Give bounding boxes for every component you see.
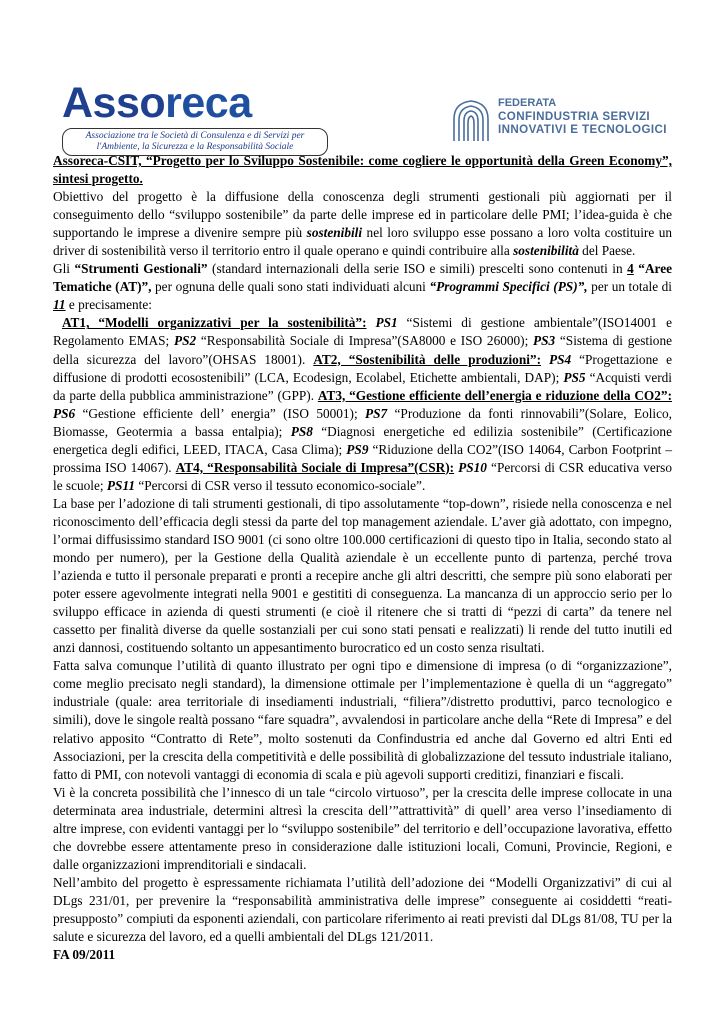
ps9-text: “Riduzione della CO2”(ISO 14064, Carbon Footprint – prossima ISO 14067). xyxy=(53,441,672,475)
p2-four: 4 xyxy=(627,261,634,277)
ps6-text: “Gestione efficiente dell’ energia” (ISO 50001); xyxy=(75,405,366,421)
ps8-label: PS8 xyxy=(290,423,313,439)
assoreca-wordmark-b: reca xyxy=(165,79,252,127)
ps5-text: “Acquisti verdi da parte della pubblica amministrazione” (GPP). xyxy=(53,369,672,403)
assoreca-tagline: Associazione tra le Società di Consulenza e di Servizi per l'Ambiente, la Sicurezza e la Responsabilità Sociale xyxy=(62,128,328,156)
ps7-text: “Produzione da fonti rinnovabili”(Solare, Eolico, Biomasse, Geotermia a bassa entalpia); xyxy=(53,405,672,439)
at2-heading: AT2, “Sostenibilità delle produzioni”: xyxy=(313,351,541,367)
at4-heading: AT4, “Responsabilità Sociale di Impresa”(CSR): xyxy=(175,459,455,475)
ps1-label: PS1 xyxy=(375,315,398,331)
document-body xyxy=(53,152,672,964)
assoreca-logo xyxy=(62,80,328,156)
p1-text-e: del Paese. xyxy=(578,243,636,259)
ps2-label: PS2 xyxy=(173,333,197,349)
assoreca-wordmark-a: Asso xyxy=(62,79,166,127)
ps4-text: “Progettazione e diffusione di prodotti ecosostenibili” (LCA, Ecodesign, Ecolabel, Etichette ambientali, DAP); xyxy=(53,351,673,385)
ps3-label: PS3 xyxy=(533,333,556,349)
p1-text-a: Obiettivo del progetto è la diffusione della conoscenza degli strumenti gestionali più aggiornati per il conseguimento dello “sviluppo sostenibile” da parte delle imprese ed in particolare delle PMI; l’idea-guida è che supportando le imprese a divenire sempre più xyxy=(53,189,672,241)
cfi-federata: FEDERATA xyxy=(498,97,557,109)
ps4-label: PS4 xyxy=(548,351,572,367)
ps10-label: PS10 xyxy=(458,459,487,475)
p2-text-f: per ognuna delle quali sono stati individuati alcuni xyxy=(151,279,430,295)
confindustria-emblem-icon xyxy=(450,97,492,143)
ps8-text: “Diagnosi energetiche ed edilizia sostenibile” (Certificazione energetica degli edifici, LEED, ITACA, Casa Clima); xyxy=(53,423,672,457)
assoreca-wordmark xyxy=(62,80,328,126)
confindustria-logo xyxy=(450,97,680,147)
ps11-label: PS11 xyxy=(106,477,136,493)
paragraph-base: La base per l’adozione di tali strumenti gestionali, di tipo assolutamente “top-down”, risiede nella conoscenza e nel riconoscimento dell’efficacia degli stessi da parte del top management aziendale. L’aver già adottato, con impegno, l’ormai diffusissimo standard ISO 9001 (ci sono oltre 100.000 certificazioni di questo tipo in Italia, secondo stato al mondo per numero), per la Gestione della Qualità aziendale è un eccellente punto di partenza, perché trova l’azienda e tutto il personale preparati e pronti a recepire anche gli altri descritti, che sempre più sono elaborati per poter essere agevolmente integrati nella 9001 e gestititi di conseguenza. La mancanza di un approccio serio per lo sviluppo efficace in azienda di questi strumenti (e cioè il ritenere che si tratti di “pezzi di carta” da tenere nel cassetto per finalità diverse da quelle sostanziali per cui sono stati pensati e realizzati) li rende del tutto inutili ed anzi dannosi, costituendo soltanto un appesantimento burocratico ed un costo senza risultati. xyxy=(53,495,672,656)
p1-sostenibilita: sostenibilità xyxy=(513,243,579,259)
ps5-label: PS5 xyxy=(563,369,586,385)
cfi-name-line2: INNOVATIVI E TECNOLOGICI xyxy=(498,123,667,136)
p1-text-c: nel loro sviluppo esse possano a loro volta costituire un driver di sostenibilità verso il territorio entro il quale operano e quindi contribuire alla xyxy=(53,225,672,259)
page-header xyxy=(0,0,724,150)
ps2-text: “Responsabilità Sociale di Impresa”(SA8000 e ISO 26000); xyxy=(196,333,534,349)
confindustria-text xyxy=(498,97,667,136)
ps10-text: “Percorsi di CSR educativa verso le scuole; xyxy=(53,459,673,493)
ps3-text: “Sistema di gestione della sicurezza del lavoro”(OHSAS 18001). xyxy=(53,333,673,367)
at3-heading: AT3, “Gestione efficiente dell’energia e riduzione della CO2”: xyxy=(317,387,673,403)
p2-strumenti: “Strumenti Gestionali” xyxy=(74,261,208,277)
p2-aree: “Aree Tematiche (AT)”, xyxy=(53,261,673,295)
p2-text-a: Gli xyxy=(53,261,75,277)
cfi-name-line1: CONFINDUSTRIA SERVIZI xyxy=(498,110,651,123)
paragraph-objective xyxy=(53,188,672,260)
paragraph-dimension: Fatta salva comunque l’utilità di quanto illustrato per ogni tipo e dimensione di impresa (o di “organizzazione”, come meglio precisato negli standard), la dimensione ottimale per l’implementazione è quella di un “aggregato” industriale (quale: area territoriale di insediamenti industriali, “filiera”/distretto produttivi, parco tecnologico e simili), dove le singole realtà possano “fare squadra”, avvalendosi in particolare anche della “Rete di Impresa” e del relativo apposito “Contratto di Rete”, molto sostenuti da Confindustria ed anche dal Governo ed altri Enti ed Associazioni, per la crescita della competitività e delle possibilità di globalizzazione del tessuto industriale italiano, fatto di PMI, con notevoli vantaggi di economia di scala e più agevoli supporti creditizi, finanziari e fiscali. xyxy=(53,658,672,782)
p2-text-j: e precisamente: xyxy=(65,297,152,313)
p2-text-c: (standard internazionali della serie ISO e simili) prescelti sono contenuti in xyxy=(207,261,628,277)
p2-eleven: 11 xyxy=(53,297,66,313)
paragraph-virtuous-circle: Vi è la concreta possibilità che l’innesco di un tale “circolo virtuoso”, per la crescita delle imprese collocate in una determinata area industriale, determini altresì la crescita dell’”attrattività” di quell’ area verso l’insediamento di altre imprese, con evidenti vantaggi per lo “sviluppo sostenibile” del territorio e dell’occupazione lavorativa, effetto che dovrebbe essere attentamente preso in considerazione dalle istituzioni locali, Comuni, Provincie, Regioni, e dalle organizzazioni imprenditoriali e sindacali. xyxy=(53,784,672,872)
paragraph-areas xyxy=(53,314,672,494)
ps9-label: PS9 xyxy=(346,441,369,457)
ps6-label: PS6 xyxy=(53,405,76,421)
ps1-text: “Sistemi di gestione ambientale”(ISO14001 e Regolamento EMAS; xyxy=(53,315,672,349)
ps11-text: “Percorsi di CSR verso il tessuto economico-sociale”. xyxy=(135,477,426,493)
ps7-label: PS7 xyxy=(365,405,388,421)
p2-programmi: “Programmi Specifici (PS)”, xyxy=(429,279,588,295)
document-footer: FA 09/2011 xyxy=(53,947,116,963)
p1-sostenibili: sostenibili xyxy=(306,225,363,241)
at1-heading: AT1, “Modelli organizzativi per la sostenibilità”: xyxy=(61,315,367,331)
paragraph-models: Nell’ambito del progetto è espressamente richiamata l’utilità dell’adozione dei “Modelli Organizzativi” di cui al DLgs 231/01, per prevenire la “responsabilità amministrativa delle imprese” conseguente ai cosiddetti “reati-presupposto” compiuti da esponenti aziendali, con particolare riferimento ai reati previsti dal DLgs 81/08, TU per la salute e sicurezza del lavoro, ed a quelli ambientali del DLgs 121/2011. xyxy=(53,874,672,945)
paragraph-tools xyxy=(53,260,672,314)
p2-text-h: per un totale di xyxy=(587,279,672,295)
document-title: Assoreca-CSIT, “Progetto per lo Sviluppo Sostenibile: come cogliere le opportunità della Green Economy”, sintesi progetto. xyxy=(53,153,672,187)
